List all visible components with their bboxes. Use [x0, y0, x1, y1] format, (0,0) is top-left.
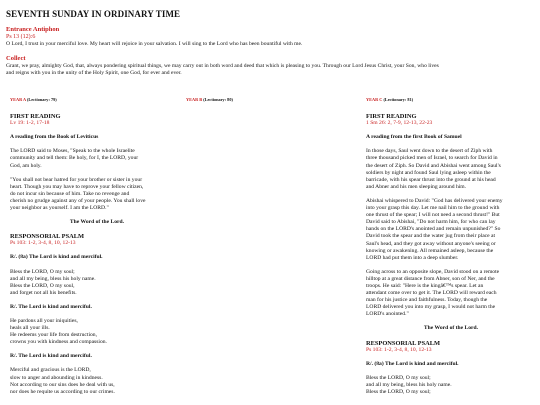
text-line: soldiers by night and found Saul lying asleep within the	[366, 169, 491, 176]
year-c-reading-para-1	[366, 148, 536, 191]
year-b-heading	[186, 96, 356, 103]
year-a-heading	[10, 96, 184, 103]
year-a-psalm-label: RESPONSORIAL PSALM	[10, 233, 85, 241]
year-a-stanza-2	[10, 318, 184, 346]
year-c-first-reading-ref: 1 Sm 26: 2, 7-9, 12-13, 22-23	[366, 120, 433, 127]
text-line: hands on the LORD's anointed and remain unpunished?" So	[366, 226, 501, 233]
year-c-column	[366, 96, 536, 396]
page-title: SEVENTH SUNDAY IN ORDINARY TIME	[6, 9, 181, 19]
year-b-lectionary: (Lectionary: 80)	[203, 97, 233, 102]
text-line: David said to Abishai, "Do not harm him, for who can lay	[366, 219, 496, 226]
text-line: one thrust of the spear; I will not need a second thrust!" But	[366, 212, 500, 219]
text-line: your neighbor as yourself. I am the LORD."	[10, 205, 109, 212]
verse-line: Bless the LORD, O my soul;	[366, 374, 431, 381]
text-line: cherish no grudge against any of your people. You shall love	[10, 197, 146, 204]
verse-line: nor does he requite us according to our crimes.	[10, 388, 115, 395]
year-c-lectionary: (Lectionary: 81)	[383, 97, 414, 102]
text-line: LORD had put them into a deep slumber.	[366, 254, 459, 261]
verse-line: and forget not all his benefits.	[10, 289, 77, 296]
text-line: LORD delivered you into my grasp, I would not harm the	[366, 304, 496, 311]
text-line: knowing or awakening. All remained asleep, because the	[366, 247, 494, 254]
verse-line: Bless the LORD, O my soul;	[366, 389, 431, 395]
year-c-word-of-the-lord: The Word of the Lord.	[423, 325, 479, 332]
text-line: "You shall not bear hatred for your brother or sister in your	[10, 176, 143, 183]
year-a-reading-para-1	[10, 148, 184, 169]
text-line: attendant come over to get it. The LORD will reward each	[366, 290, 497, 297]
text-line: Abishai whispered to David: "God has delivered your enemy	[366, 197, 503, 204]
collect-line-2: and reigns with you in the unity of the Holy Spirit, one God, for ever and ever.	[6, 70, 182, 76]
year-a-label: YEAR A	[10, 97, 26, 102]
year-a-first-reading-ref: Lv 19: 1-2, 17-18	[10, 120, 50, 127]
text-line: troops. He said: "Here is the kingâ€™s spear. Let an	[366, 282, 484, 289]
year-b-column	[186, 96, 356, 103]
text-line: the desert of Ziph. So David and Abishai went among Saul's	[366, 162, 501, 169]
text-line: community and tell them: Be holy, for I, the LORD, your	[10, 155, 139, 162]
year-a-response: R/. (8a) The Lord is kind and merciful.	[10, 254, 103, 261]
text-line: into your grasp this day. Let me nail him to the ground with	[366, 205, 500, 212]
year-a-first-reading-label: FIRST READING	[10, 113, 61, 121]
year-c-reading-para-3	[366, 269, 536, 319]
year-c-psalm-ref: Ps 103: 1-2, 3-4, 8, 10, 12-13	[366, 346, 432, 353]
year-a-word-of-the-lord: The Word of the Lord.	[69, 219, 125, 226]
text-line: Going across to an opposite slope, David stood on a remote	[366, 268, 500, 275]
year-a-reading-intro: A reading from the Book of Leviticus	[10, 134, 99, 141]
year-c-psalm-label: RESPONSORIAL PSALM	[366, 339, 441, 347]
year-c-first-reading-label: FIRST READING	[366, 113, 417, 121]
text-line: barricade, with his spear thrust into the ground at his head	[366, 176, 496, 183]
text-line: hilltop at a great distance from Abner, son of Ner, and the	[366, 275, 495, 282]
verse-line: Not according to our sins does he deal with us,	[10, 381, 115, 388]
text-line: The LORD said to Moses, "Speak to the whole Israelite	[10, 148, 135, 155]
year-a-reading-para-2	[10, 177, 184, 212]
year-c-label: YEAR C	[366, 97, 383, 102]
entrance-antiphon-ref: Ps 13 (12):6	[6, 34, 36, 40]
year-c-stanza-1	[366, 375, 536, 396]
year-c-reading-intro: A reading from the first Book of Samuel	[366, 134, 462, 141]
text-line: three thousand picked men of Israel, to search for David in	[366, 155, 498, 162]
text-line: David took the spear and the water jug from their place at	[366, 233, 496, 240]
verse-line: heals all your ills.	[10, 325, 50, 332]
verse-line: He redeems your life from destruction,	[10, 332, 97, 339]
collect-label: Collect	[6, 55, 26, 62]
year-a-stanza-3	[10, 367, 184, 395]
year-b-label: YEAR B	[186, 97, 203, 102]
text-line: LORD's anointed."	[366, 311, 409, 318]
verse-line: and all my being, bless his holy name.	[10, 275, 96, 282]
text-line: God, am holy.	[10, 162, 42, 169]
year-a-stanza-1	[10, 269, 184, 297]
collect-line-1: Grant, we pray, almighty God, that, always pondering spiritual things, we may carry out in both word and deed that which is pleasing to you. Through our Lord Jesus Christ, your Son, who lives	[6, 63, 439, 69]
year-a-response-3: R/. The Lord is kind and merciful.	[10, 353, 92, 360]
year-a-psalm-ref: Ps 103: 1-2, 3-4, 8, 10, 12-13	[10, 240, 76, 247]
year-a-response-2: R/. The Lord is kind and merciful.	[10, 303, 92, 310]
text-line: do not incur sin because of him. Take no revenge and	[10, 190, 130, 197]
year-c-heading	[366, 96, 536, 103]
verse-line: He pardons all your iniquities,	[10, 317, 78, 324]
text-line: In those days, Saul went down to the desert of Ziph with	[366, 148, 493, 155]
year-c-reading-para-2	[366, 198, 536, 262]
text-line: Saul's head, and they got away without anyone's seeing or	[366, 240, 496, 247]
verse-line: crowns you with kindness and compassion.	[10, 339, 107, 346]
entrance-antiphon-text: O Lord, I trust in your merciful love. My heart will rejoice in your salvation. I will sing to the Lord who has been bountiful with me.	[6, 41, 303, 47]
text-line: heart. Though you may have to reprove your fellow citizen,	[10, 183, 144, 190]
text-line: man for his justice and faithfulness. Today, though the	[366, 297, 488, 304]
entrance-antiphon-label: Entrance Antiphon	[6, 26, 60, 33]
verse-line: Bless the LORD, O my soul;	[10, 268, 75, 275]
year-a-lectionary: (Lectionary: 79)	[26, 97, 57, 102]
verse-line: and all my being, bless his holy name.	[366, 381, 452, 388]
verse-line: Merciful and gracious is the LORD,	[10, 367, 91, 374]
text-line: and Abner and his men sleeping around him.	[366, 183, 467, 190]
year-c-response: R/. (8a) The Lord is kind and merciful.	[366, 360, 459, 367]
verse-line: slow to anger and abounding in kindness.	[10, 374, 103, 381]
year-a-column	[10, 96, 184, 396]
verse-line: Bless the LORD, O my soul,	[10, 282, 75, 289]
